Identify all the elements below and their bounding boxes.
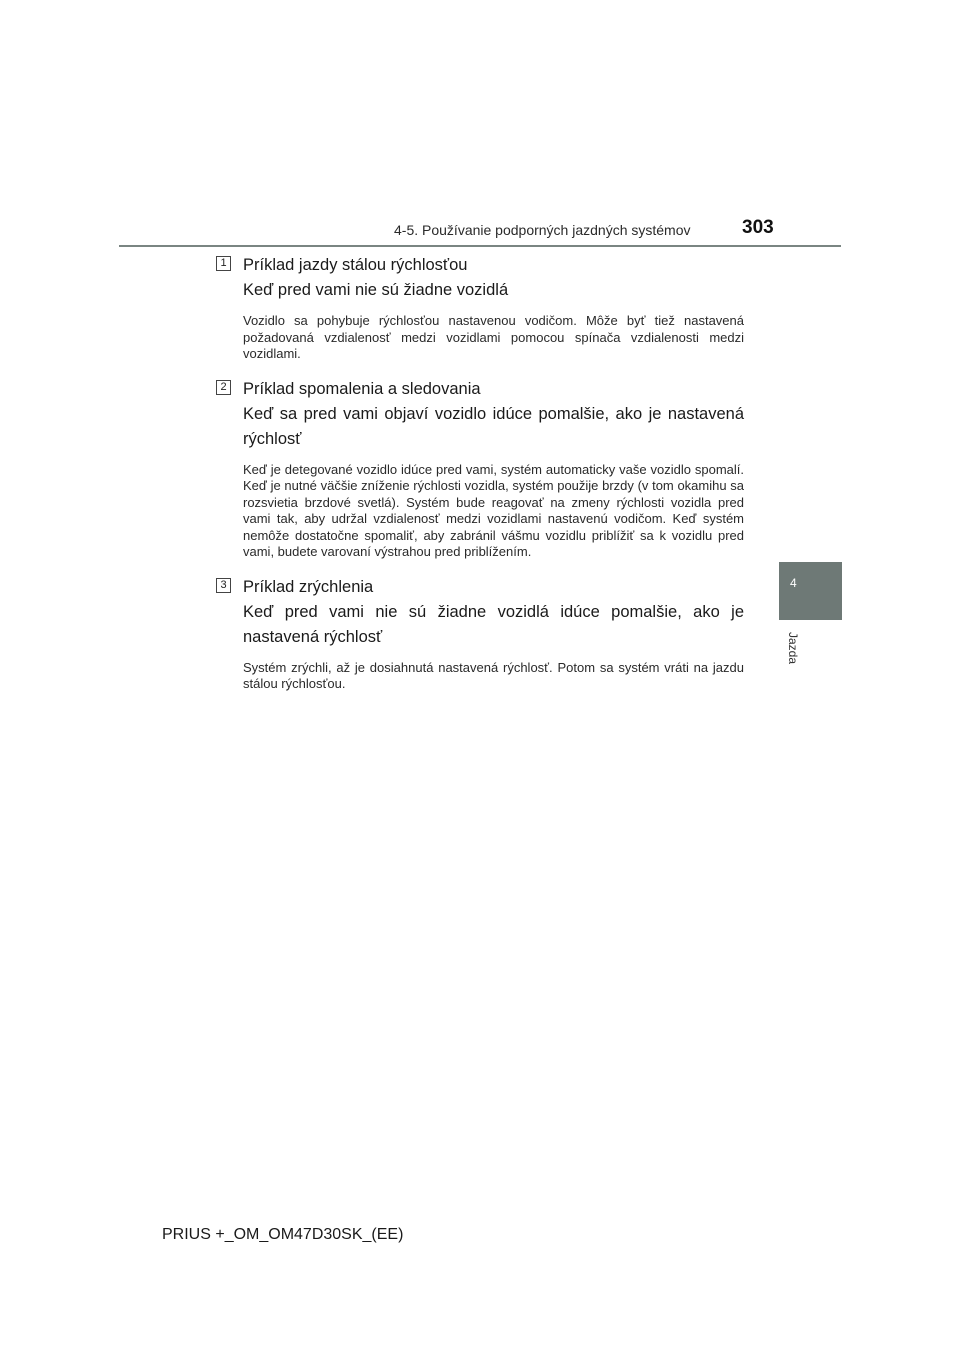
section-body: Vozidlo sa pohybuje rýchlosťou nastavenou vodičom. Môže byť tiež nastavená požadovaná vzdialenosť medzi vozidlami pomocou spínača vzdialenosti medzi vozidlami.: [243, 313, 744, 361]
heading-line-2: Keď pred vami nie sú žiadne vozidlá: [243, 281, 509, 299]
step-badge: 2: [216, 380, 231, 395]
chapter-tab-number: 4: [790, 576, 797, 590]
chapter-tab[interactable]: [779, 562, 842, 620]
section-title: 4-5. Používanie podporných jazdných systémov: [394, 222, 691, 238]
heading-line-2: Keď pred vami nie sú žiadne vozidlá idúce pomalšie, ako je nastavená rýchlosť: [243, 602, 744, 646]
heading-line-1: Príklad jazdy stálou rýchlosťou: [243, 256, 468, 274]
example-section-3: [216, 575, 744, 693]
section-body: Keď je detegované vozidlo idúce pred vami, systém automaticky vaše vozidlo spomalí. Keď je nutné väčšie zníženie rýchlosti vozidla, systém použije brzdy (v tom okamihu sa rozsvietia brzdové svetlá). Systém bude reagovať na zmeny rýchlosti vozidla pred vami tak, aby udržal vzdialenosť medzi vozidlami nastavenú vodičom. Keď systém nemôže dostatočne spomaliť, aby zabránil vášmu vozidlu priblížiť sa k vozidlu pred vami, budete varovaní výstrahou pred priblížením.: [243, 461, 744, 559]
example-section-1: [216, 253, 744, 363]
section-heading: [243, 575, 744, 650]
step-badge: 1: [216, 256, 231, 271]
heading-line-2: Keď sa pred vami objaví vozidlo idúce pomalšie, ako je nastavená rýchlosť: [243, 404, 744, 448]
main-content: [216, 253, 744, 707]
section-body: Systém zrýchli, až je dosiahnutá nastavená rýchlosť. Potom sa systém vráti na jazdu stálou rýchlosťou.: [243, 659, 744, 691]
header-divider: [119, 245, 841, 247]
heading-line-1: Príklad zrýchlenia: [243, 577, 374, 596]
section-heading: [243, 253, 744, 303]
document-code: PRIUS +_OM_OM47D30SK_(EE): [162, 1226, 404, 1243]
section-heading: [243, 377, 744, 452]
example-section-2: [216, 377, 744, 561]
page-number: 303: [742, 217, 774, 238]
heading-line-1: Príklad spomalenia a sledovania: [243, 379, 481, 398]
step-badge: 3: [216, 578, 231, 593]
chapter-tab-label: Jazda: [786, 632, 800, 665]
